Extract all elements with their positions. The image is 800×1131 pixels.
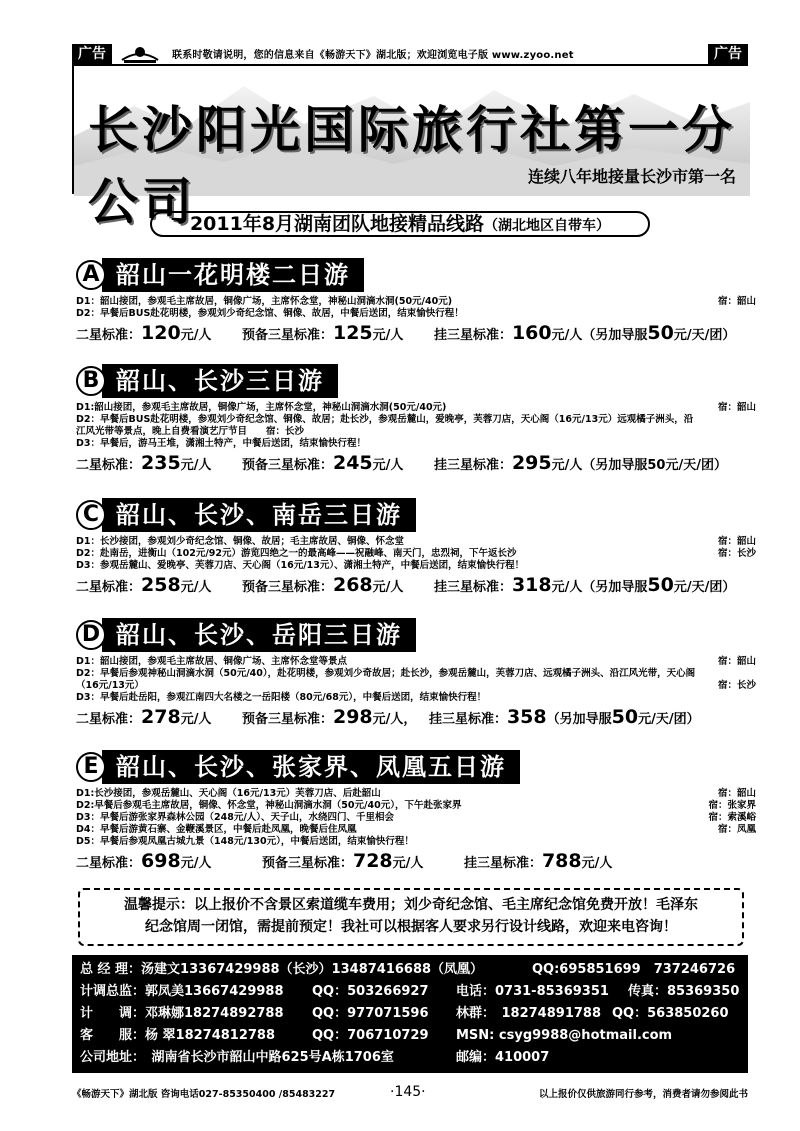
price-label: 二星标准：: [76, 458, 142, 473]
day-stay: 宿：韶山: [717, 788, 756, 799]
itinerary-day: [76, 656, 756, 668]
price-unit: 元/人: [180, 580, 212, 595]
day-text: D3：早餐后赴岳阳，参观江南四大名楼之一岳阳楼（80元/68元），中餐后送团，结束愉快行程！: [76, 692, 487, 703]
itinerary-day: [76, 308, 756, 320]
price-label: 预备三星标准：: [241, 712, 333, 727]
route-e: [76, 750, 756, 872]
route-itinerary: [76, 402, 756, 450]
itinerary-day: [76, 836, 756, 848]
itinerary-day: [76, 800, 756, 812]
price-label: 二星标准：: [76, 856, 142, 871]
ad-tag-right: 广告: [708, 44, 748, 64]
itinerary-day: [76, 812, 756, 824]
contact-row: [80, 981, 740, 1003]
guide-fee-unit: 元/天/团）: [665, 458, 727, 473]
price-label: 预备三星标准：: [261, 856, 353, 871]
route-letter-badge: C: [76, 500, 106, 530]
fax-number: 传真：85369350: [628, 984, 740, 999]
planning-director-qq: QQ：503266927: [312, 984, 429, 999]
price-value: 120: [141, 322, 181, 344]
price-value: 278: [141, 706, 181, 728]
price-line: [76, 452, 756, 474]
route-c: [76, 498, 756, 596]
footer-right: 以上报价仅供旅游同行参考，消费者请勿参阅此书: [538, 1089, 748, 1100]
day-text: D2：早餐后BUS赴花明楼，参观刘少奇纪念馆、铜像、故居，中餐后送团，结束愉快行程！: [76, 308, 464, 319]
planner-qq: QQ：977071596: [312, 1006, 429, 1021]
footer-left: 《畅游天下》湖北版 咨询电话027-85350400 /85483227: [72, 1089, 336, 1100]
tip-line: 温馨提示：以上报价不含景区索道缆车费用；刘少奇纪念馆、毛主席纪念馆免费开放！毛泽东: [124, 897, 698, 913]
top-note: 联系时敬请说明，您的信息来自《畅游天下》湖北版；欢迎浏览电子版 www.zyoo.net: [172, 50, 574, 61]
guide-fee: （另加导服: [582, 458, 648, 473]
price-unit: 元/人，: [372, 712, 417, 727]
day-stay: 宿：凤凰: [717, 824, 756, 835]
price-unit: 元/人: [581, 856, 613, 871]
route-itinerary: [76, 788, 756, 848]
price-unit: 元/人: [551, 458, 583, 473]
price-value: 258: [141, 574, 181, 596]
company-title: 长沙阳光国际旅行社第一分公司: [88, 100, 736, 231]
travel-logo-icon: [120, 44, 160, 64]
day-text: D3：参观岳麓山、爱晚亭、芙蓉刀店、天心阁（16元/13元）、潇湘土特产，中餐后送团，结束愉快行程！: [76, 560, 525, 571]
route-banner: [76, 258, 756, 292]
guide-fee-value: 50: [647, 322, 674, 344]
price-value: 728: [352, 850, 393, 872]
day-text: D1:长沙接团，参观岳麓山、天心阁（16元/13元）芙蓉刀店、后赴韶山: [76, 788, 381, 799]
price-value: 235: [141, 452, 181, 474]
price-label: 挂三星标准：: [463, 856, 542, 871]
route-itinerary: [76, 656, 756, 704]
price-unit: 元/人: [180, 856, 212, 871]
price-label: 二星标准：: [76, 580, 142, 595]
day-text: D4：早餐后游黄石寨、金鞭溪景区，中餐后赴凤凰，晚餐后住凤凰: [76, 824, 357, 835]
page-number: ·145·: [390, 1084, 426, 1100]
itinerary-day: [76, 548, 756, 560]
price-value: 358: [506, 706, 547, 728]
itinerary-day: [76, 414, 756, 438]
section-title-main: 2011年8月湖南团队地接精品线路: [189, 213, 485, 235]
itinerary-day: [76, 824, 756, 836]
general-manager-qq: QQ:695851699 737246726: [532, 962, 736, 977]
day-text: D1：韶山接团，参观毛主席故居、铜像广场、主席怀念堂等景点: [76, 656, 347, 667]
company-address: 公司地址： 湖南省长沙市韶山中路625号A栋1706室: [80, 1050, 394, 1065]
planning-director: 计调总监：郭凤美13667429988: [80, 984, 284, 999]
price-value: 788: [541, 850, 582, 872]
tip-line: 纪念馆周一闭馆，需提前预定！我社可以根据客人要求另行设计线路，欢迎来电咨询！: [145, 919, 677, 935]
price-unit: 元/人: [180, 328, 212, 343]
itinerary-day: [76, 668, 756, 692]
route-letter-badge: D: [76, 620, 106, 650]
price-value: 698: [141, 850, 181, 872]
price-label: 挂三星标准：: [428, 712, 507, 727]
contact-panel: [72, 955, 748, 1073]
guide-fee-unit: 元/天/团）: [673, 580, 736, 595]
linqun-qq: QQ：563850260: [612, 1006, 729, 1021]
guide-fee-value: 50: [647, 574, 674, 596]
day-stay: 宿：韶山: [717, 402, 756, 413]
section-title: [150, 211, 650, 237]
price-label: 预备三星标准：: [241, 458, 333, 473]
guide-fee: （另加导服: [546, 712, 612, 727]
guide-fee-value: 50: [647, 458, 666, 473]
price-value: 298: [332, 706, 373, 728]
customer-service: 客 服：杨 翠18274812788: [80, 1028, 276, 1043]
linqun-contact: 林群： 18274891788: [456, 1006, 601, 1021]
price-value: 160: [511, 322, 552, 344]
general-manager: 总 经 理：汤建文13367429988（长沙）13487416688（凤凰）: [80, 962, 484, 977]
price-unit: 元/人: [180, 712, 212, 727]
day-text: D1：韶山接团，参观毛主席故居，铜像广场，主席怀念堂，神秘山洞滴水洞(50元/40元): [76, 296, 453, 307]
route-banner: [76, 618, 756, 652]
price-value: 268: [332, 574, 373, 596]
price-label: 挂三星标准：: [433, 580, 512, 595]
day-stay: 宿：韶山: [717, 656, 756, 667]
route-b: [76, 364, 756, 474]
msn-contact: MSN: csyg9988@hotmail.com: [456, 1028, 673, 1043]
day-text: D3：早餐后游张家界森林公园（248元/人）、天子山，水绕四门、千里相会: [76, 812, 395, 823]
price-label: 挂三星标准：: [433, 328, 512, 343]
warm-tip-box: [78, 888, 744, 946]
price-unit: 元/人: [180, 458, 212, 473]
contact-row: [80, 1025, 740, 1047]
day-text: D2：早餐后参观神秘山洞滴水洞（50元/40），赴花明楼，参观刘少奇故居；赴长沙，参观岳麓山，芙蓉刀店、远观橘子洲头、沿江风光带，天心阁（16元/13元）: [76, 668, 696, 691]
contact-row: [80, 1003, 740, 1025]
planner-contact: 计 调：邓琳娜18274892788: [80, 1006, 284, 1021]
price-label: 二星标准：: [76, 328, 142, 343]
day-text: D2：赴南岳，进衡山（102元/92元）游览四绝之一的最高峰——祝融峰、南天门，忠烈祠，下午返长沙: [76, 548, 517, 559]
itinerary-day: [76, 788, 756, 800]
price-unit: 元/人: [372, 580, 404, 595]
price-value: 245: [332, 452, 373, 474]
ad-tag-left: 广告: [72, 44, 112, 64]
route-name: 韶山、长沙、南岳三日游: [102, 498, 416, 532]
price-line: [76, 322, 756, 344]
day-text: D2：早餐后BUS赴花明楼，参观刘少奇纪念馆、铜像、故居；赴长沙，参观岳麓山，爱晚亭，芙蓉刀店，天心阁（16元/13元）远观橘子洲头，沿江风光带等景点，晚上自费看演艺厅节目 宿：长沙: [76, 414, 694, 437]
section-title-suffix: （湖北地区自带车）: [484, 218, 611, 234]
itinerary-day: [76, 402, 756, 414]
guide-fee-unit: 元/天/团）: [673, 328, 736, 343]
price-line: [76, 706, 756, 728]
price-unit: 元/人: [392, 856, 424, 871]
route-a: [76, 258, 756, 344]
route-name: 韶山、长沙、张家界、凤凰五日游: [102, 750, 520, 784]
guide-fee-value: 50: [611, 706, 639, 728]
day-stay: 宿：长沙: [717, 680, 756, 691]
top-bar: [72, 44, 748, 66]
itinerary-day: [76, 560, 756, 572]
price-label: 预备三星标准：: [241, 580, 333, 595]
customer-service-qq: QQ：706710729: [312, 1028, 429, 1043]
price-value: 318: [511, 574, 552, 596]
route-letter-badge: A: [76, 260, 106, 290]
price-label: 预备三星标准：: [241, 328, 333, 343]
guide-fee-unit: 元/天/团）: [638, 712, 700, 727]
price-value: 125: [332, 322, 373, 344]
route-letter-badge: B: [76, 366, 106, 396]
guide-fee: （另加导服: [582, 580, 648, 595]
day-stay: 宿：韶山: [717, 296, 756, 307]
company-slogan: 连续八年地接量长沙市第一名: [527, 167, 736, 186]
day-stay: 宿：长沙: [717, 548, 756, 559]
route-d: [76, 618, 756, 728]
contact-row: [80, 959, 740, 981]
itinerary-day: [76, 438, 756, 450]
itinerary-day: [76, 296, 756, 308]
route-banner: [76, 750, 756, 784]
phone-number: 电话：0731-85369351: [456, 984, 609, 999]
price-line: [76, 574, 756, 596]
price-line: [76, 850, 756, 872]
day-text: D2:早餐后参观毛主席故居，铜像、怀念堂，神秘山洞滴水洞（50元/40元），下午赴张家界: [76, 800, 462, 811]
price-unit: 元/人: [372, 328, 404, 343]
route-itinerary: [76, 536, 756, 572]
route-letter-badge: E: [76, 752, 106, 782]
price-label: 挂三星标准：: [433, 458, 512, 473]
postal-code: 邮编：410007: [456, 1050, 550, 1065]
day-stay: 宿：韶山: [717, 536, 756, 547]
contact-row: [80, 1047, 740, 1069]
day-stay: 宿：索溪峪: [708, 812, 756, 823]
itinerary-day: [76, 536, 756, 548]
price-unit: 元/人: [551, 580, 583, 595]
price-unit: 元/人: [372, 458, 404, 473]
route-name: 韶山一花明楼二日游: [102, 258, 364, 292]
price-unit: 元/人: [551, 328, 583, 343]
day-text: D1:韶山接团，参观毛主席故居，铜像广场，主席怀念堂，神秘山洞滴水洞(50元/40元): [76, 402, 447, 413]
route-name: 韶山、长沙、岳阳三日游: [102, 618, 416, 652]
day-text: D3：早餐后，游马王堆，潇湘土特产，中餐后送团，结束愉快行程！: [76, 438, 366, 449]
route-banner: [76, 364, 756, 398]
route-name: 韶山、长沙三日游: [102, 364, 338, 398]
route-banner: [76, 498, 756, 532]
day-stay: 宿：张家界: [708, 800, 756, 811]
route-itinerary: [76, 296, 756, 320]
day-text: D1：长沙接团，参观刘少奇纪念馆、铜像、故居；毛主席故居、铜像、怀念堂: [76, 536, 404, 547]
price-value: 295: [511, 452, 552, 474]
guide-fee: （另加导服: [582, 328, 648, 343]
itinerary-day: [76, 692, 756, 704]
price-label: 二星标准：: [76, 712, 142, 727]
day-text: D5：早餐后参观凤凰古城九景（148元/130元），中餐后送团，结束愉快行程！: [76, 836, 414, 847]
